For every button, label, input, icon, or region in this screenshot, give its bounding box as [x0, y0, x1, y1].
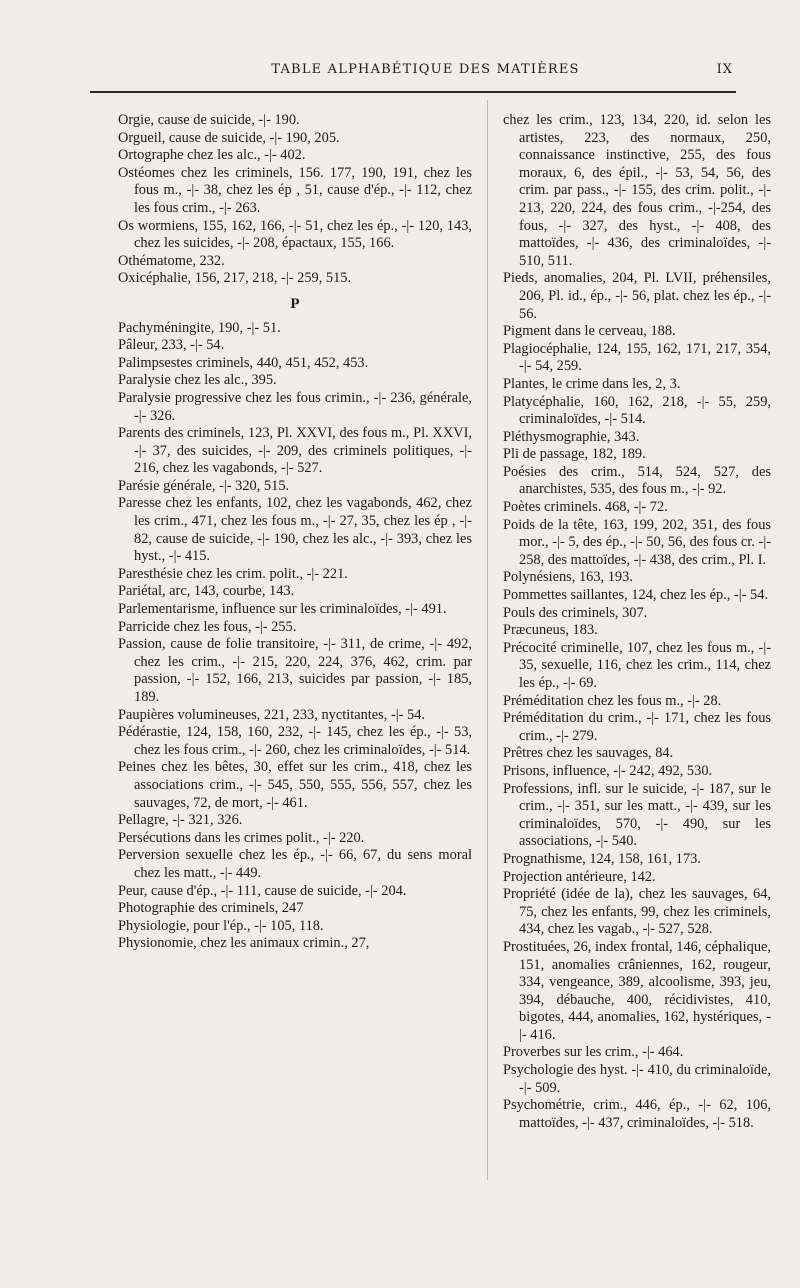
index-entry: Perversion sexuelle chez les ép., -|- 66, 67, du sens moral chez les matt., -|- 449. [118, 847, 472, 881]
index-entry: Physiologie, pour l'ép., -|- 105, 118. [118, 917, 324, 934]
index-entry: Poètes criminels. 468, -|- 72. [503, 499, 668, 516]
index-entry: Passion, cause de folie transitoire, -|- 311, de crime, -|- 492, chez les crim., -|- 215, 220, 224, 376, 462, crim. par passion, -|- 152, 166, 213, suicides par passion, -|- 185, 189. [118, 636, 472, 705]
index-entry: Propriété (idée de la), chez les sauvages, 64, 75, chez les enfants, 99, chez les criminels, 434, chez les vagab., -|- 527, 528. [503, 886, 771, 938]
index-entry: Parents des criminels, 123, Pl. XXVI, des fous m., Pl. XXVI, -|- 37, des suicides, -|- 209, des criminels politiques, -|- 216, chez les vagabonds, -|- 527. [118, 425, 472, 477]
header-rule [90, 91, 736, 93]
index-entry: Præcuneus, 183. [503, 622, 598, 639]
index-entry: Oxicéphalie, 156, 217, 218, -|- 259, 515. [118, 270, 352, 287]
index-entry: Ostéomes chez les criminels, 156. 177, 190, 191, chez les fous m., -|- 38, chez les ép , 51, cause d'ép., -|- 112, chez les fous crim., -|- 263. [118, 164, 472, 216]
index-entry: Paralysie chez les alc., 395. [118, 372, 277, 389]
index-entry: Peines chez les bêtes, 30, effet sur les crim., 418, chez les associations crim., -|- 545, 550, 555, 556, 557, chez les sauvages, 72, de mort, -|- 461. [118, 759, 472, 811]
index-entry: Pigment dans le cerveau, 188. [503, 323, 676, 340]
index-entry: Pachyméningite, 190, -|- 51. [118, 319, 281, 336]
index-entry: Paresse chez les enfants, 102, chez les vagabonds, 462, chez les crim., 471, chez les fous m., -|- 27, 35, chez les ép , -|- 82, cause de suicide, -|- 190, chez les alc., -|- 393, chez les hyst., -|- 415. [118, 495, 472, 565]
index-entry: Orgueil, cause de suicide, -|- 190, 205. [118, 129, 340, 146]
index-entry: Prostituées, 26, index frontal, 146, céphalique, 151, anomalies crâniennes, 162, rougeur, 334, vengeance, 389, alcoolisme, 393, jeu, 394, débauche, 400, récidivistes, 410, bigotes, 444, anomalies, 162, hystériques, -|- 416. [503, 938, 771, 1043]
left-column [118, 112, 472, 953]
running-header [118, 62, 733, 82]
index-entry: Parricide chez les fous, -|- 255. [118, 618, 297, 635]
index-entry: Paupières volumineuses, 221, 233, nyctitantes, -|- 54. [118, 706, 426, 723]
index-entry: Physionomie, chez les animaux crimin., 27, [118, 935, 370, 952]
index-entry: Paresthésie chez les crim. polit., -|- 221. [118, 565, 348, 582]
index-entry: chez les crim., 123, 134, 220, id. selon les artistes, 223, des normaux, 250, connaissance instinctive, 255, des fous moraux, 6, des épil., -|- 53, 54, 56, des crim. par pass., -|- 155, des crim. polit., -|- 213, 220, 224, des fous crim., -|-254, des fous, -|- 327, des hyst., -|- 408, des mattoïdes, -|- 436, des criminaloïdes, -|- 510, 511. [503, 112, 771, 269]
index-entry: Peur, cause d'ép., -|- 111, cause de suicide, -|- 204. [118, 882, 407, 899]
index-entry: Préméditation du crim., -|- 171, chez les fous crim., -|- 279. [503, 710, 771, 744]
index-entry: Pli de passage, 182, 189. [503, 446, 646, 463]
index-entry: Othématome, 232. [118, 252, 225, 269]
index-entry: Platycéphalie, 160, 162, 218, -|- 55, 259, criminaloïdes, -|- 514. [503, 393, 771, 428]
index-entry: Polynésiens, 163, 193. [503, 569, 633, 586]
page-number: IX [716, 62, 733, 77]
index-entry: Pédérastie, 124, 158, 160, 232, -|- 145, chez les ép., -|- 53, chez les fous crim., -|- 260, chez les criminaloïdes, -|- 514. [118, 724, 472, 758]
index-entry: Prognathisme, 124, 158, 161, 173. [503, 850, 701, 867]
index-entry: Parlementarisme, influence sur les criminaloïdes, -|- 491. [118, 601, 447, 618]
index-entry: Palimpsestes criminels, 440, 451, 452, 453. [118, 354, 369, 371]
index-entry: Prisons, influence, -|- 242, 492, 530. [503, 762, 713, 779]
index-entry: Précocité criminelle, 107, chez les fous m., -|- 35, sexuelle, 116, chez les crim., 114, chez les ép., -|- 69. [503, 639, 771, 691]
section-letter: P [290, 295, 300, 312]
index-entry: Pariétal, arc, 143, courbe, 143. [118, 583, 295, 600]
right-column [503, 112, 771, 1132]
index-entry: Pouls des criminels, 307. [503, 604, 648, 621]
index-entry: Os wormiens, 155, 162, 166, -|- 51, chez les ép., -|- 120, 143, chez les suicides, -|- 208, épactaux, 155, 166. [118, 217, 472, 252]
index-entry: Poésies des crim., 514, 524, 527, des anarchistes, 535, des fous m., -|- 92. [503, 463, 771, 498]
index-entry: Plantes, le crime dans les, 2, 3. [503, 375, 681, 392]
index-entry: Psychométrie, crim., 446, ép., -|- 62, 106, mattoïdes, -|- 437, criminaloïdes, -|- 518. [503, 1097, 771, 1131]
index-entry: Pieds, anomalies, 204, Pl. LVII, préhensiles, 206, Pl. id., ép., -|- 56, plat. chez les ép., -|- 56. [503, 270, 771, 322]
index-entry: Prêtres chez les sauvages, 84. [503, 745, 674, 762]
index-entry: Pommettes saillantes, 124, chez les ép., -|- 54. [503, 587, 769, 604]
index-entry: Paralysie progressive chez les fous crimin., -|- 236, générale, -|- 326. [118, 389, 472, 424]
index-entry: Persécutions dans les crimes polit., -|- 220. [118, 829, 365, 846]
index-entry: Psychologie des hyst. -|- 410, du criminaloïde, -|- 509. [503, 1062, 771, 1096]
index-entry: Poids de la tête, 163, 199, 202, 351, des fous mor., -|- 5, des ép., -|- 50, 56, des fous cr. -|- 258, des mattoïdes, -|- 438, des crim., Pl. I. [503, 516, 771, 568]
index-entry: Préméditation chez les fous m., -|- 28. [503, 692, 722, 709]
index-entry: Proverbes sur les crim., -|- 464. [503, 1044, 684, 1061]
index-entry: Professions, infl. sur le suicide, -|- 187, sur le crim., -|- 351, sur les matt., -|- 439, sur les criminaloïdes, 570, -|- 490, sur les associations, -|- 540. [503, 780, 771, 850]
column-divider [487, 100, 488, 1180]
index-entry: Ortographe chez les alc., -|- 402. [118, 147, 306, 164]
index-entry: Pléthysmographie, 343. [503, 428, 640, 445]
index-entry: Orgie, cause de suicide, -|- 190. [118, 112, 300, 128]
index-entry: Pâleur, 233, -|- 54. [118, 337, 225, 354]
index-entry: Parésie générale, -|- 320, 515. [118, 477, 290, 494]
index-entry: Plagiocéphalie, 124, 155, 162, 171, 217, 354, -|- 54, 259. [503, 340, 771, 375]
index-entry: Pellagre, -|- 321, 326. [118, 812, 243, 829]
index-entry: Projection antérieure, 142. [503, 868, 656, 885]
index-entry: Photographie des criminels, 247 [118, 900, 304, 917]
running-title: TABLE ALPHABÉTIQUE DES MATIÈRES [271, 62, 580, 77]
